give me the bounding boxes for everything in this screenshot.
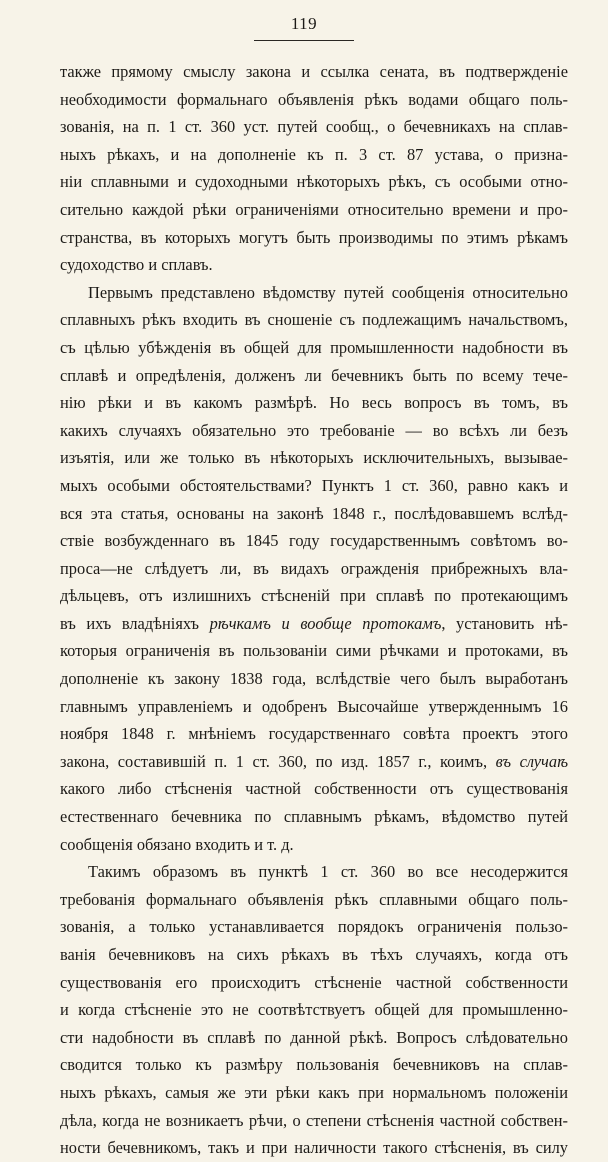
text-line: сительно каждой рѣки ограниченіями относительно времени и про- — [60, 199, 568, 219]
header-rule — [254, 40, 354, 41]
text-line: и когда стѣсненіе это не соотвѣтствуетъ общей для промышленно- — [60, 1000, 568, 1020]
text-line-with-italic — [60, 610, 568, 638]
italic-emphasis: рѣчкамъ и вообще протокамъ — [209, 613, 442, 633]
text-line: сплавныхъ рѣкъ входить въ сношеніе съ подлежащимъ начальствомъ, — [60, 310, 568, 330]
text-line: естественнаго бечевника по сплавнымъ рѣкамъ, вѣдомство путей — [60, 807, 568, 827]
text-line: проса—не слѣдуетъ ли, въ видахъ огражденія прибрежныхъ вла- — [60, 558, 568, 578]
text-line: дѣльцевъ, отъ излишнихъ стѣсненій при сплавѣ по протекающимъ — [60, 586, 568, 606]
text-line: сообщенія обязано входить и т. д. — [60, 834, 294, 854]
paragraph-3 — [60, 858, 568, 1162]
text-line: дѣла, когда не возникаетъ рѣчи, о степени стѣсненія частной собствен- — [60, 1110, 568, 1130]
text-line: которыя ограниченія въ пользованіи сими рѣчками и протоками, въ — [60, 641, 568, 661]
text-line: сти надобности въ сплавѣ по данной рѣкѣ. Вопросъ слѣдовательно — [60, 1027, 568, 1047]
text-line: странства, въ которыхъ могутъ быть производимы по этимъ рѣкамъ — [60, 227, 568, 247]
text-line: зованія, на п. 1 ст. 360 уст. путей сообщ., о бечевникахъ на сплав- — [60, 117, 568, 137]
text-line: существованія его происходитъ стѣсненіе частной собственности — [60, 972, 568, 992]
text-line: изъятія, или же только въ нѣкоторыхъ исключительныхъ, вызывае- — [60, 448, 568, 468]
paragraph-2 — [60, 279, 568, 858]
text-line: ности бечевникомъ, такъ и при наличности такого стѣсненія, въ силу — [60, 1138, 568, 1158]
text-segment: , установить нѣ- — [441, 613, 568, 633]
text-line: требованія формальнаго объявленія рѣкъ сплавными общаго поль- — [60, 889, 568, 909]
text-line: необходимости формальнаго объявленія рѣкъ водами общаго поль- — [60, 89, 568, 109]
text-segment: въ ихъ владѣніяхъ — [60, 613, 210, 633]
text-line: мыхъ особыми обстоятельствами? Пунктъ 1 ст. 360, равно какъ и — [60, 475, 568, 495]
text-segment: закона, составившій п. 1 ст. 360, по изд. 1857 г., коимъ, — [60, 751, 496, 771]
text-line: ныхъ рѣкахъ, и на дополненіе къ п. 3 ст. 87 устава, о призна- — [60, 144, 568, 164]
text-line: Первымъ представлено вѣдомству путей сообщенія относительно — [88, 282, 568, 302]
text-line: съ цѣлью убѣжденія въ общей для промышленности надобности въ — [60, 337, 568, 357]
text-line: вся эта статья, основаны на законѣ 1848 г., послѣдовавшемъ вслѣд- — [60, 503, 568, 523]
text-line: сплавѣ и опредѣленія, долженъ ли бечевникъ быть по всему тече- — [60, 365, 568, 385]
text-line: судоходство и сплавъ. — [60, 255, 213, 275]
text-line: какого либо стѣсненія частной собственности отъ существованія — [60, 779, 568, 799]
text-line: дополненіе къ закону 1838 года, вслѣдствіе чего былъ выработанъ — [60, 669, 568, 689]
paragraph-1 — [60, 58, 568, 279]
text-line: ноября 1848 г. мнѣніемъ государственнаго совѣта проектъ этого — [60, 724, 568, 744]
text-line: зованія, а только устанавливается порядокъ ограниченія пользо- — [60, 917, 568, 937]
text-line: ванія бечевниковъ на сихъ рѣкахъ въ тѣхъ случаяхъ, когда отъ — [60, 945, 568, 964]
text-line: ныхъ рѣкахъ, самыя же эти рѣки какъ при нормальномъ положеніи — [60, 1082, 568, 1102]
text-line: ніи сплавными и судоходными нѣкоторыхъ рѣкъ, съ особыми отно- — [60, 172, 568, 192]
text-line: ствіе возбужденнаго въ 1845 году государственнымъ совѣтомъ во- — [60, 531, 568, 551]
text-line-with-italic — [60, 748, 568, 776]
page-number: 119 — [290, 14, 318, 33]
text-line: сводится только къ размѣру пользованія бечевниковъ на сплав- — [60, 1055, 568, 1075]
text-line: какихъ случаяхъ обязательно это требованіе — во всѣхъ ли безъ — [60, 420, 568, 440]
body-text — [60, 58, 568, 1162]
text-line: нію рѣки и въ какомъ размѣрѣ. Но весь вопросъ въ томъ, въ — [60, 393, 568, 413]
text-line: главнымъ управленіемъ и одобренъ Высочайше утвержденнымъ 16 — [60, 696, 568, 716]
text-line: также прямому смыслу закона и ссылка сената, въ подтвержденіе — [60, 62, 568, 81]
italic-emphasis: въ случаѣ — [495, 751, 568, 771]
text-line: Такимъ образомъ въ пунктѣ 1 ст. 360 во все несодержится — [88, 862, 568, 882]
